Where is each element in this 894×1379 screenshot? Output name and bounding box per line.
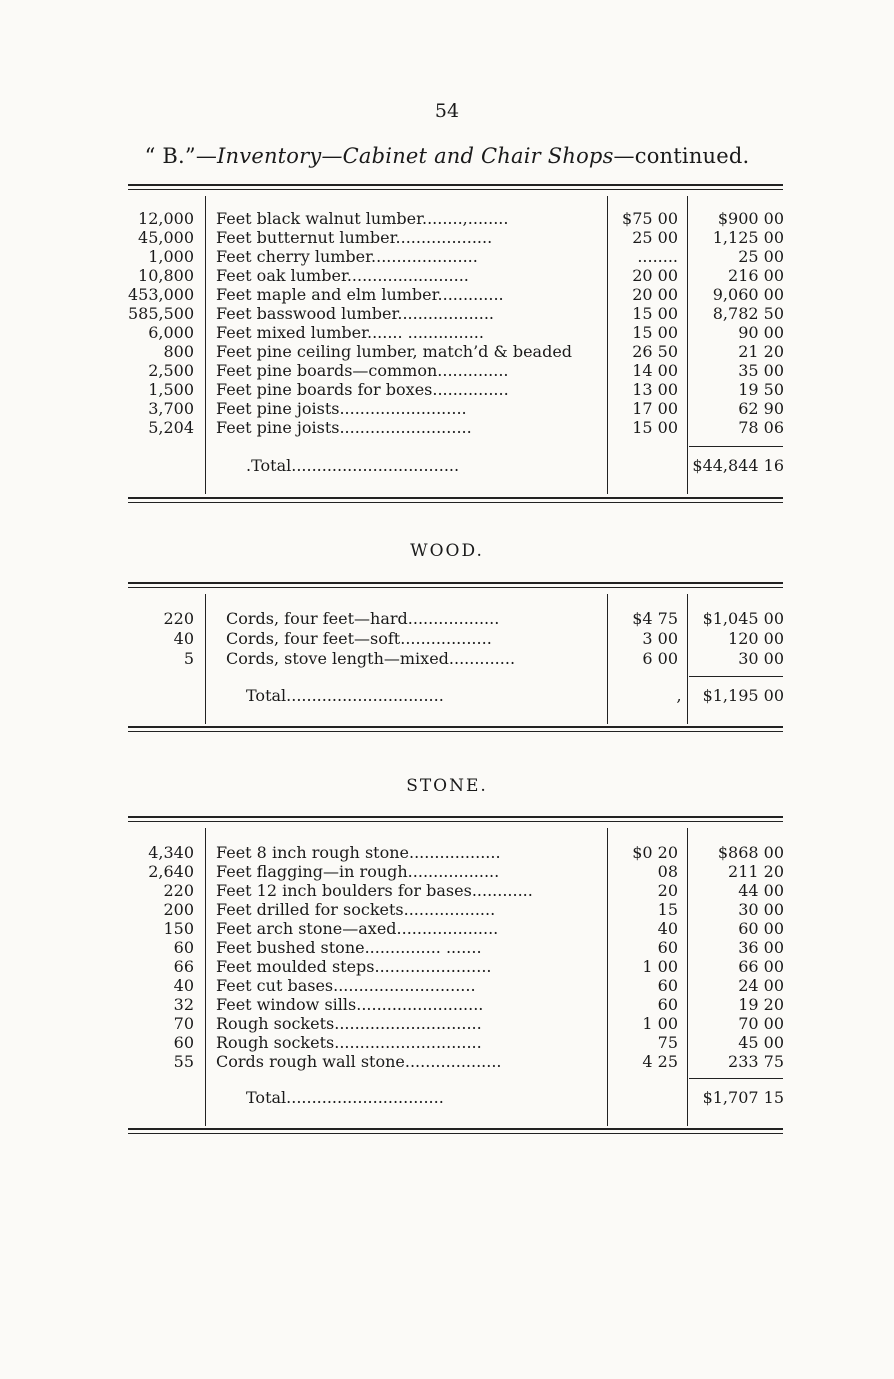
description-cell: Rough sockets.............................: [216, 1033, 482, 1052]
quantity-cell: 220: [163, 881, 194, 900]
quantity-cell: 1,500: [148, 380, 194, 399]
table-row: [128, 976, 783, 995]
total-label: Total...............................: [246, 1088, 444, 1107]
total-row: [128, 686, 783, 705]
table-top-rule: [128, 189, 783, 190]
table-bottom-rule: [128, 1128, 783, 1130]
rate-cell: 60: [657, 976, 678, 995]
rate-cell: 20 00: [632, 266, 678, 285]
description-cell: Feet cut bases............................: [216, 976, 476, 995]
table-row: [128, 957, 783, 976]
amount-cell: 36 00: [738, 938, 784, 957]
amount-cell: 19 20: [738, 995, 784, 1014]
amount-cell: 45 00: [738, 1033, 784, 1052]
description-cell: Feet pine joists..........................: [216, 418, 472, 437]
amount-cell: 8,782 50: [712, 304, 784, 323]
table-top-rule: [128, 184, 783, 186]
description-cell: Cords, stove length—mixed.............: [226, 649, 516, 668]
page-number: 54: [434, 100, 460, 122]
total-amount: $44,844 16: [692, 456, 784, 475]
amount-cell: 70 00: [738, 1014, 784, 1033]
table-row: [128, 843, 783, 862]
description-cell: Feet arch stone—axed....................: [216, 919, 499, 938]
description-cell: Feet bushed stone............... .......: [216, 938, 482, 957]
quantity-cell: 55: [173, 1052, 194, 1071]
amount-cell: 90 00: [738, 323, 784, 342]
title-suffix: —continued.: [613, 144, 750, 168]
table-row: [128, 1033, 783, 1052]
quantity-cell: 45,000: [138, 228, 194, 247]
quantity-cell: 32: [173, 995, 194, 1014]
rate-cell: 15 00: [632, 323, 678, 342]
table-row: [128, 900, 783, 919]
rate-cell: 6 00: [642, 649, 678, 668]
rate-cell: 20 00: [632, 285, 678, 304]
description-cell: Feet oak lumber........................: [216, 266, 469, 285]
table-top-rule: [128, 816, 783, 818]
table-row: [128, 995, 783, 1014]
table-row: [128, 342, 783, 361]
table-row: [128, 380, 783, 399]
quantity-cell: 3,700: [148, 399, 194, 418]
amount-cell: 25 00: [738, 247, 784, 266]
quantity-cell: 200: [163, 900, 194, 919]
quantity-cell: 2,640: [148, 862, 194, 881]
table-top-rule: [128, 582, 783, 584]
table-row: [128, 649, 783, 668]
table-row: [128, 609, 783, 628]
table-bottom-rule: [128, 497, 783, 499]
table-row: [128, 629, 783, 648]
amount-cell: 24 00: [738, 976, 784, 995]
description-cell: Feet butternut lumber...................: [216, 228, 493, 247]
amount-cell: 44 00: [738, 881, 784, 900]
amount-cell: 216 00: [728, 266, 784, 285]
description-cell: Feet pine boards for boxes...............: [216, 380, 509, 399]
table-row: [128, 361, 783, 380]
total-label: .Total.................................: [246, 456, 460, 475]
table-row: [128, 1052, 783, 1071]
table-top-rule: [128, 821, 783, 822]
quantity-cell: 40: [173, 629, 194, 648]
total-rule: [689, 1078, 783, 1079]
description-cell: Rough sockets.............................: [216, 1014, 482, 1033]
description-cell: Feet 8 inch rough stone..................: [216, 843, 501, 862]
rate-cell: 75: [657, 1033, 678, 1052]
table-row: [128, 304, 783, 323]
title-italic: Inventory—Cabinet and Chair Shops: [217, 144, 614, 168]
quantity-cell: 2,500: [148, 361, 194, 380]
table-row: [128, 247, 783, 266]
table-top-rule: [128, 587, 783, 588]
description-cell: Cords rough wall stone...................: [216, 1052, 502, 1071]
amount-cell: 21 20: [738, 342, 784, 361]
quantity-cell: 70: [173, 1014, 194, 1033]
table-bottom-rule: [128, 731, 783, 732]
total-row: [128, 456, 783, 475]
amount-cell: 1,125 00: [712, 228, 784, 247]
amount-cell: $900 00: [717, 209, 784, 228]
table-row: [128, 862, 783, 881]
description-cell: Feet black walnut lumber........,........: [216, 209, 509, 228]
total-rule: [689, 446, 783, 447]
rate-cell: 15: [657, 900, 678, 919]
total-amount: $1,195 00: [702, 686, 784, 705]
table-row: [128, 881, 783, 900]
quantity-cell: 60: [173, 938, 194, 957]
table-row: [128, 399, 783, 418]
amount-cell: 120 00: [728, 629, 784, 648]
quantity-cell: 5,204: [148, 418, 194, 437]
description-cell: Feet pine joists.........................: [216, 399, 467, 418]
description-cell: Feet pine boards—common..............: [216, 361, 509, 380]
description-cell: Feet flagging—in rough..................: [216, 862, 500, 881]
amount-cell: 9,060 00: [712, 285, 784, 304]
description-cell: Feet pine ceiling lumber, match’d & beaded: [216, 342, 573, 361]
rate-cell: 60: [657, 995, 678, 1014]
rate-cell: 26 50: [632, 342, 678, 361]
quantity-cell: 1,000: [148, 247, 194, 266]
rate-cell: $4 75: [632, 609, 678, 628]
total-rule: [689, 676, 783, 677]
table-row: [128, 266, 783, 285]
table-row: [128, 209, 783, 228]
quantity-cell: 4,340: [148, 843, 194, 862]
quantity-cell: 6,000: [148, 323, 194, 342]
table-row: [128, 418, 783, 437]
rate-cell: 1 00: [642, 957, 678, 976]
table-bottom-rule: [128, 1133, 783, 1134]
description-cell: Feet drilled for sockets..................: [216, 900, 496, 919]
description-cell: Cords, four feet—hard..................: [226, 609, 500, 628]
description-cell: Feet moulded steps.......................: [216, 957, 492, 976]
table-bottom-rule: [128, 726, 783, 728]
table-row: [128, 919, 783, 938]
stone-inventory-table: [128, 816, 783, 1138]
table-row: [128, 285, 783, 304]
rate-cell: 20: [657, 881, 678, 900]
amount-cell: $868 00: [717, 843, 784, 862]
amount-cell: 78 06: [738, 418, 784, 437]
amount-cell: $1,045 00: [702, 609, 784, 628]
description-cell: Feet basswood lumber...................: [216, 304, 494, 323]
amount-cell: 62 90: [738, 399, 784, 418]
quantity-cell: 585,500: [128, 304, 195, 323]
quantity-cell: 40: [173, 976, 194, 995]
amount-cell: 30 00: [738, 900, 784, 919]
quantity-cell: 220: [163, 609, 194, 628]
description-cell: Feet maple and elm lumber.............: [216, 285, 504, 304]
rate-cell: 3 00: [642, 629, 678, 648]
lumber-inventory-table: [128, 184, 783, 506]
rate-cell: 15 00: [632, 304, 678, 323]
total-label: Total...............................: [246, 686, 444, 705]
description-cell: Feet 12 inch boulders for bases............: [216, 881, 533, 900]
amount-cell: 30 00: [738, 649, 784, 668]
wood-inventory-table: [128, 582, 783, 734]
description-cell: Feet mixed lumber....... ...............: [216, 323, 484, 342]
quantity-cell: 12,000: [138, 209, 194, 228]
total-amount: $1,707 15: [702, 1088, 784, 1107]
table-row: [128, 938, 783, 957]
amount-cell: 19 50: [738, 380, 784, 399]
page-title: [0, 144, 894, 168]
table-row: [128, 323, 783, 342]
amount-cell: 211 20: [728, 862, 784, 881]
rate-cell: 40: [657, 919, 678, 938]
rate-cell: 14 00: [632, 361, 678, 380]
amount-cell: 66 00: [738, 957, 784, 976]
rate-cell: 08: [657, 862, 678, 881]
rate-cell: 15 00: [632, 418, 678, 437]
quantity-cell: 5: [183, 649, 194, 668]
table-bottom-rule: [128, 502, 783, 503]
quantity-cell: 150: [163, 919, 194, 938]
description-cell: Cords, four feet—soft..................: [226, 629, 492, 648]
amount-cell: 35 00: [738, 361, 784, 380]
rate-cell: 1 00: [642, 1014, 678, 1033]
wood-heading: WOOD.: [410, 541, 484, 561]
quantity-cell: 453,000: [128, 285, 195, 304]
quantity-cell: 60: [173, 1033, 194, 1052]
amount-cell: 233 75: [728, 1052, 784, 1071]
description-cell: Feet window sills.........................: [216, 995, 484, 1014]
rate-cell: ........: [637, 247, 678, 266]
rate-cell: $0 20: [632, 843, 678, 862]
quantity-cell: 800: [163, 342, 194, 361]
rate-cell: 25 00: [632, 228, 678, 247]
stone-heading: STONE.: [406, 776, 488, 796]
table-row: [128, 1014, 783, 1033]
rate-cell: 13 00: [632, 380, 678, 399]
title-prefix: “ B.”—: [144, 144, 218, 168]
rate-cell: 17 00: [632, 399, 678, 418]
amount-cell: 60 00: [738, 919, 784, 938]
rate-cell: $75 00: [622, 209, 678, 228]
rate-cell: 4 25: [642, 1052, 678, 1071]
quantity-cell: 10,800: [138, 266, 194, 285]
total-row: [128, 1088, 783, 1107]
quantity-cell: 66: [173, 957, 194, 976]
table-row: [128, 228, 783, 247]
rate-cell: 60: [657, 938, 678, 957]
total-mark: ,: [676, 686, 682, 705]
description-cell: Feet cherry lumber.....................: [216, 247, 478, 266]
